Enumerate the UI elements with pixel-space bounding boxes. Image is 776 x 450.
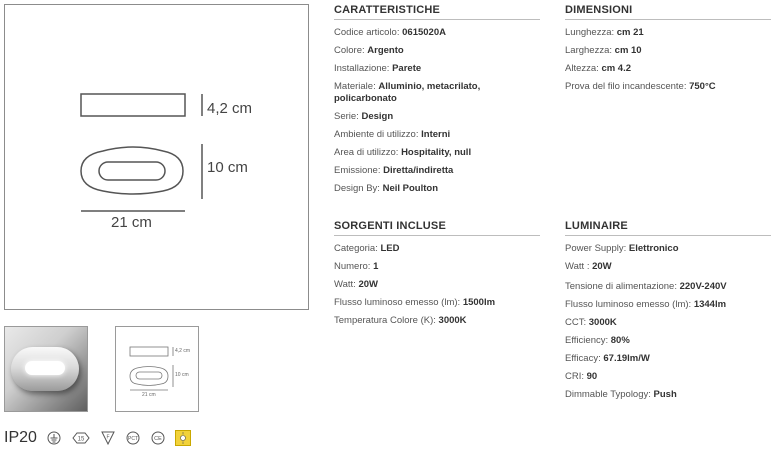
f-mark-icon (100, 430, 116, 446)
pct-mark-icon (125, 430, 141, 446)
enec-mark-icon (71, 430, 91, 446)
spec-row: Watt : 20W (565, 261, 612, 272)
spec-row: Flusso luminoso emesso (lm): 1344lm (565, 299, 727, 310)
section-title: LUMINAIRE (565, 220, 771, 236)
spec-row: Watt: 20W (334, 279, 379, 290)
spec-row: Power Supply: Elettronico (565, 243, 679, 254)
thumb-length-label: 21 cm (142, 392, 156, 398)
svg-text:15: 15 (77, 436, 85, 443)
section-title: SORGENTI INCLUSE (334, 220, 540, 236)
spec-row: Tensione di alimentazione: 220V-240V (565, 281, 727, 292)
spec-row: Design By: Neil Poulton (334, 183, 438, 194)
spec-row: Materiale: Alluminio, metacrilato, policarbonato (334, 81, 481, 104)
spec-row: Colore: Argento (334, 45, 404, 56)
section-title: DIMENSIONI (565, 4, 771, 20)
spec-row: Categoria: LED (334, 243, 400, 254)
thumb-drawing-svg (116, 327, 198, 411)
energy-class-icon (175, 430, 191, 446)
section-title: CARATTERISTICHE (334, 4, 540, 20)
sorgenti-section (334, 220, 540, 330)
svg-text:CE: CE (154, 436, 162, 443)
spec-row: Temperatura Colore (K): 3000K (334, 315, 467, 326)
spec-row: Efficiency: 80% (565, 335, 630, 346)
dimensioni-section (565, 4, 771, 96)
ce-mark-icon (150, 430, 166, 446)
thumb-width-label: 10 cm (175, 372, 189, 378)
svg-text:PCT: PCT (127, 436, 138, 442)
spec-row: Dimmable Typology: Push (565, 389, 677, 400)
spec-row: Lunghezza: cm 21 (565, 27, 644, 38)
dimension-drawing (4, 4, 309, 310)
height-label: 4,2 cm (207, 100, 253, 117)
spec-row: Efficacy: 67.19lm/W (565, 353, 650, 364)
spec-row: Larghezza: cm 10 (565, 45, 642, 56)
thumbnail-product-photo[interactable] (4, 326, 88, 412)
caratteristiche-section (334, 4, 540, 198)
spec-row: Ambiente di utilizzo: Interni (334, 129, 451, 140)
lamp-drawing-svg (5, 5, 308, 309)
spec-row: Altezza: cm 4.2 (565, 63, 632, 74)
ground-symbol-icon (46, 430, 62, 446)
lamp-top-view-slot (99, 162, 165, 180)
thumbnail-dimension-drawing[interactable] (115, 326, 199, 412)
luminaire-section (565, 220, 771, 404)
width-label: 10 cm (207, 159, 248, 176)
product-photo (5, 327, 87, 411)
spec-row: Flusso luminoso emesso (lm): 1500lm (334, 297, 496, 308)
spec-row: CCT: 3000K (565, 317, 617, 328)
certification-icons (4, 428, 191, 448)
spec-row: CRI: 90 (565, 371, 598, 382)
length-label: 21 cm (111, 214, 152, 231)
spec-row: Serie: Design (334, 111, 394, 122)
lamp-side-view (81, 94, 185, 116)
thumb-height-label: 4,2 cm (175, 348, 191, 354)
spec-row: Installazione: Parete (334, 63, 422, 74)
spec-row: Numero: 1 (334, 261, 379, 272)
svg-text:F: F (106, 434, 110, 441)
ip-rating: IP20 (4, 429, 37, 446)
spec-row: Codice articolo: 0615020A (334, 27, 446, 38)
spec-row: Prova del filo incandescente: 750°C (565, 81, 716, 92)
spec-row: Area di utilizzo: Hospitality, null (334, 147, 472, 158)
spec-row: Emissione: Diretta/indiretta (334, 165, 454, 176)
